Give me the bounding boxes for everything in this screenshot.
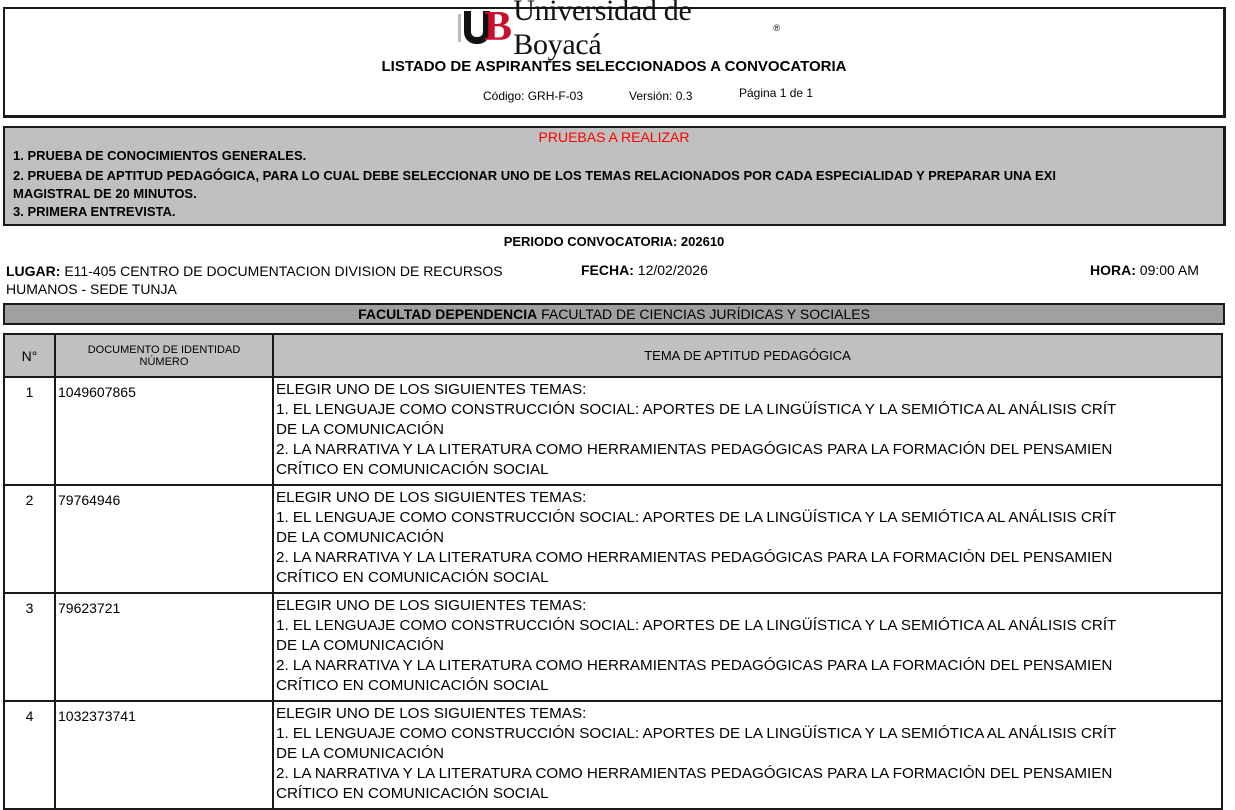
fecha-field	[581, 262, 708, 278]
version-label: Versión: 0.3	[629, 89, 693, 103]
facultad-value: FACULTAD DE CIENCIAS JURÍDICAS Y SOCIALES	[537, 306, 870, 322]
column-header-tema: TEMA DE APTITUD PEDAGÓGICA	[273, 334, 1222, 377]
row-number: 4	[4, 701, 55, 809]
logo-text: Universidad de Boyacá	[513, 0, 692, 61]
table-header-row	[4, 334, 1222, 377]
tema-line: ELEGIR UNO DE LOS SIGUIENTES TEMAS:	[276, 705, 587, 722]
documento-identidad: 1049607865	[55, 377, 273, 485]
ub-logo-mark: B	[458, 10, 511, 46]
hora-label: HORA:	[1090, 262, 1136, 278]
tema-cell	[273, 701, 1222, 809]
row-number: 3	[4, 593, 55, 701]
codigo-label: Código: GRH-F-03	[483, 89, 584, 103]
tema-line: 1. EL LENGUAJE COMO CONSTRUCCIÓN SOCIAL: APORTES DE LA LINGÜÍSTICA Y LA SEMIÓTICA AL ANÁLISIS CRÍT	[276, 401, 1117, 418]
column-header-no: N°	[4, 334, 55, 377]
pruebas-section	[3, 126, 1226, 226]
row-number: 2	[4, 485, 55, 593]
tema-line: ELEGIR UNO DE LOS SIGUIENTES TEMAS:	[276, 489, 587, 506]
lugar-field	[6, 262, 526, 298]
column-header-documento-line1: DOCUMENTO DE IDENTIDAD	[87, 343, 241, 356]
tema-cell	[273, 593, 1222, 701]
aspirantes-table	[3, 333, 1223, 810]
tema-line: 1. EL LENGUAJE COMO CONSTRUCCIÓN SOCIAL: APORTES DE LA LINGÜÍSTICA Y LA SEMIÓTICA AL ANÁLISIS CRÍT	[276, 617, 1117, 634]
tema-line: ELEGIR UNO DE LOS SIGUIENTES TEMAS:	[276, 597, 587, 614]
tema-line: 1. EL LENGUAJE COMO CONSTRUCCIÓN SOCIAL: APORTES DE LA LINGÜÍSTICA Y LA SEMIÓTICA AL ANÁLISIS CRÍT	[276, 509, 1117, 526]
lugar-label: LUGAR:	[6, 263, 61, 279]
tema-line: CRÍTICO EN COMUNICACIÓN SOCIAL	[276, 569, 549, 586]
tema-line: CRÍTICO EN COMUNICACIÓN SOCIAL	[276, 785, 549, 802]
university-logo: B Universidad de Boyacá ®	[458, 8, 780, 48]
tema-line: DE LA COMUNICACIÓN	[276, 529, 444, 546]
pruebas-title: PRUEBAS A REALIZAR	[538, 129, 690, 145]
documento-identidad: 1032373741	[55, 701, 273, 809]
column-header-documento	[55, 334, 273, 377]
documento-identidad: 79623721	[55, 593, 273, 701]
table-row	[4, 701, 1222, 809]
tema-line: 2. LA NARRATIVA Y LA LITERATURA COMO HERRAMIENTAS PEDAGÓGICAS PARA LA FORMACIÓN DEL PENSAMIEN	[276, 549, 1113, 566]
row-number: 1	[4, 377, 55, 485]
fecha-label: FECHA:	[581, 262, 634, 278]
facultad-bar	[3, 303, 1225, 325]
lugar-value: E11-405 CENTRO DE DOCUMENTACION DIVISION DE RECURSOS HUMANOS - SEDE TUNJA	[6, 263, 503, 297]
hora-value: 09:00 AM	[1135, 262, 1199, 278]
periodo-convocatoria: PERIODO CONVOCATORIA: 202610	[503, 234, 725, 249]
tema-cell	[273, 377, 1222, 485]
tema-line: DE LA COMUNICACIÓN	[276, 745, 444, 762]
tema-line: DE LA COMUNICACIÓN	[276, 421, 444, 438]
tema-line: CRÍTICO EN COMUNICACIÓN SOCIAL	[276, 461, 549, 478]
facultad-label: FACULTAD DEPENDENCIA	[358, 306, 538, 322]
tema-text	[276, 704, 1220, 804]
tema-line: ELEGIR UNO DE LOS SIGUIENTES TEMAS:	[276, 381, 587, 398]
tema-line: 2. LA NARRATIVA Y LA LITERATURA COMO HERRAMIENTAS PEDAGÓGICAS PARA LA FORMACIÓN DEL PENSAMIEN	[276, 765, 1113, 782]
prueba-item: MAGISTRAL DE 20 MINUTOS.	[13, 186, 197, 201]
fecha-value: 12/02/2026	[633, 262, 708, 278]
tema-line: 2. LA NARRATIVA Y LA LITERATURA COMO HERRAMIENTAS PEDAGÓGICAS PARA LA FORMACIÓN DEL PENSAMIEN	[276, 441, 1113, 458]
table-row	[4, 377, 1222, 485]
column-header-documento-line2: NÚMERO	[139, 355, 189, 368]
tema-line: 1. EL LENGUAJE COMO CONSTRUCCIÓN SOCIAL: APORTES DE LA LINGÜÍSTICA Y LA SEMIÓTICA AL ANÁLISIS CRÍT	[276, 725, 1117, 742]
tema-line: CRÍTICO EN COMUNICACIÓN SOCIAL	[276, 677, 549, 694]
tema-text	[276, 380, 1220, 480]
documento-identidad: 79764946	[55, 485, 273, 593]
tema-line: 2. LA NARRATIVA Y LA LITERATURA COMO HERRAMIENTAS PEDAGÓGICAS PARA LA FORMACIÓN DEL PENSAMIEN	[276, 657, 1113, 674]
table-row	[4, 485, 1222, 593]
page-number: Página 1 de 1	[739, 86, 814, 100]
hora-field	[1090, 262, 1199, 278]
document-title: LISTADO DE ASPIRANTES SELECCIONADOS A CONVOCATORIA	[381, 58, 847, 75]
prueba-item: 1. PRUEBA DE CONOCIMIENTOS GENERALES.	[13, 148, 307, 163]
tema-cell	[273, 485, 1222, 593]
tema-text	[276, 596, 1220, 696]
tema-line: DE LA COMUNICACIÓN	[276, 637, 444, 654]
tema-text	[276, 488, 1220, 588]
prueba-item: 2. PRUEBA DE APTITUD PEDAGÓGICA, PARA LO CUAL DEBE SELECCIONAR UNO DE LOS TEMAS RELACIONADOS POR CADA ESPECIALIDAD Y PREPARAR UNA EXI	[13, 168, 1056, 183]
prueba-item: 3. PRIMERA ENTREVISTA.	[13, 204, 176, 219]
table-row	[4, 593, 1222, 701]
